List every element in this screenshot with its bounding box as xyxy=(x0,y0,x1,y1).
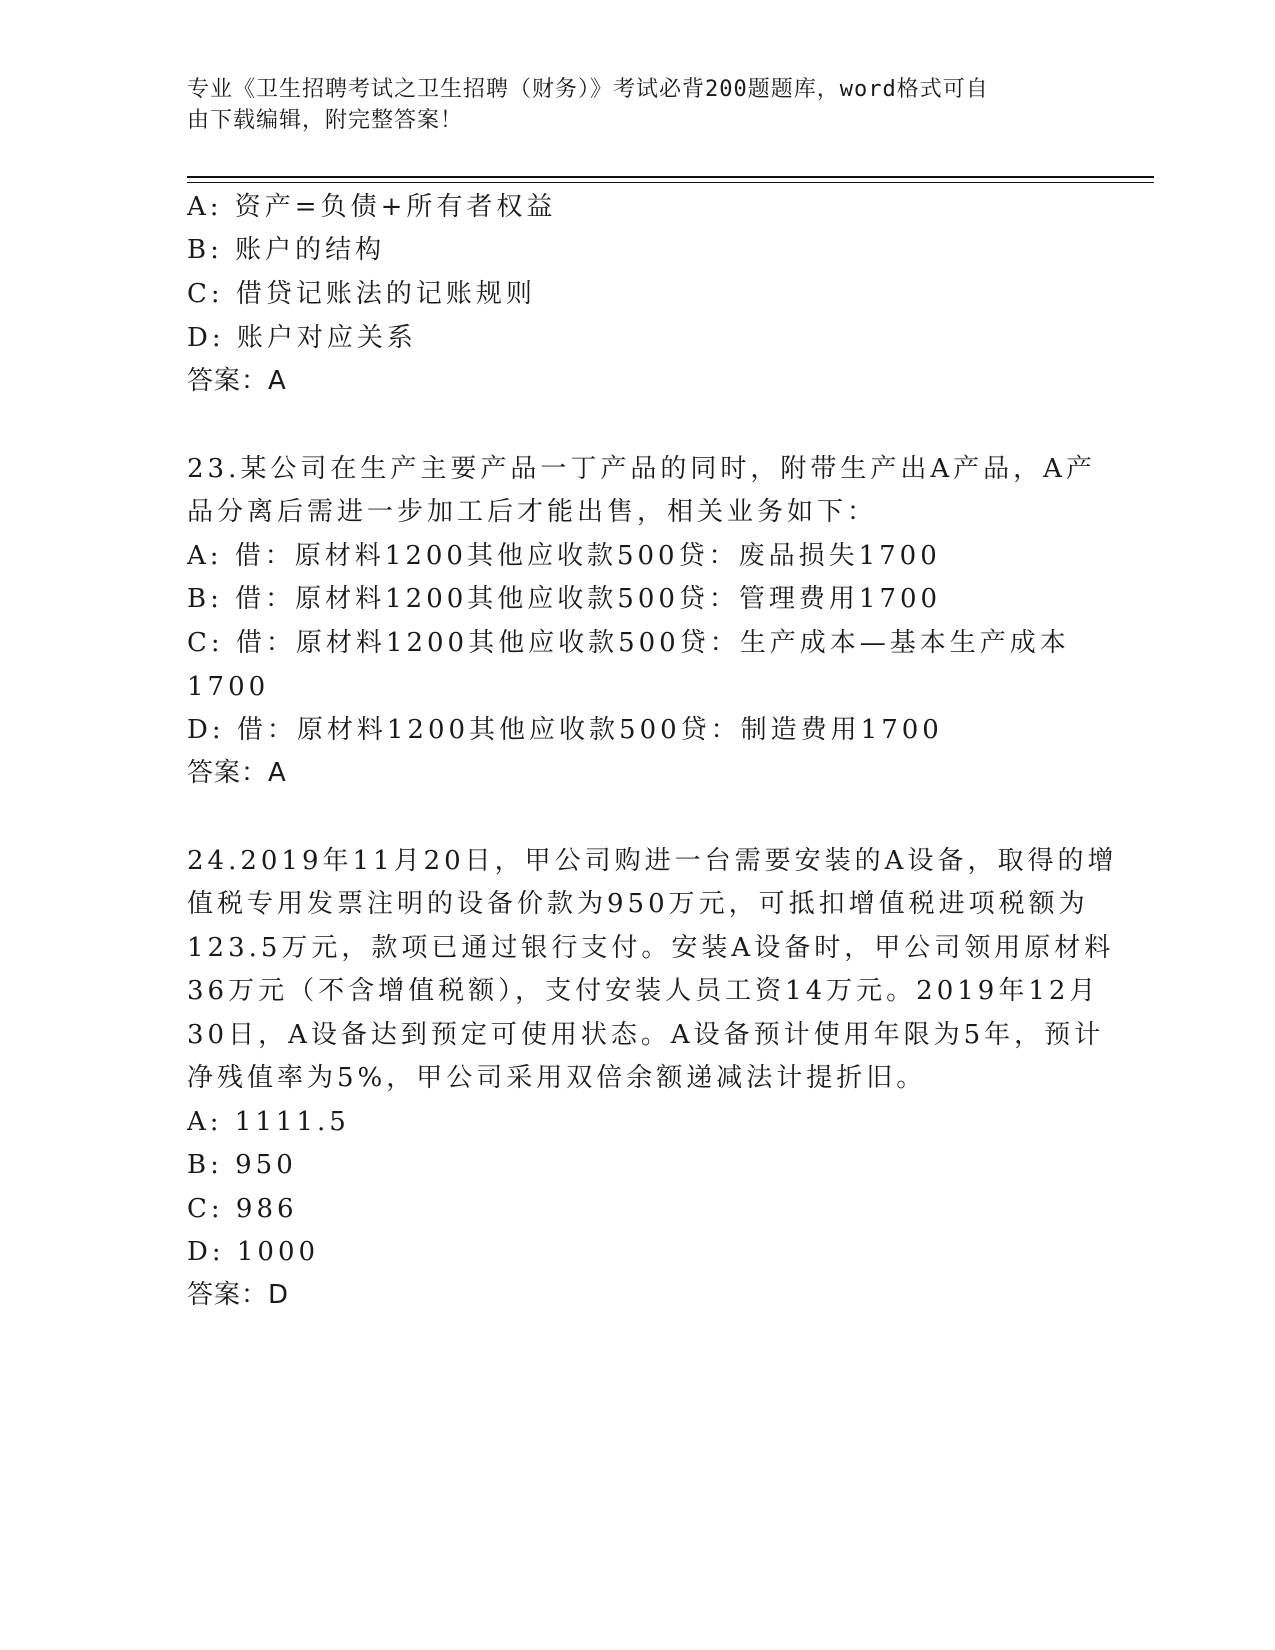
header-rule-thick xyxy=(187,176,1154,178)
header-rule-thin xyxy=(187,182,1154,183)
q23-option-b: B: 借：原材料1200其他应收款500贷：管理费用1700 xyxy=(187,584,942,614)
q24-stem-line-2: 值税专用发票注明的设备价款为950万元，可抵扣增值税进项税额为 xyxy=(187,889,1089,919)
q24-stem-line-3: 123.5万元，款项已通过银行支付。安装A设备时，甲公司领用原材料 xyxy=(187,933,1115,963)
header-line-2: 由下载编辑，附完整答案！ xyxy=(187,108,464,133)
q24-answer: 答案：D xyxy=(187,1280,290,1310)
q24-option-d: D: 1000 xyxy=(187,1237,320,1267)
q22-answer: 答案：A xyxy=(187,366,287,396)
q23-option-a: A: 借：原材料1200其他应收款500贷：废品损失1700 xyxy=(187,541,941,571)
q22-option-a: A: 资产=负债+所有者权益 xyxy=(187,192,557,222)
q24-stem-line-4: 36万元（不含增值税额），支付安装人员工资14万元。2019年12月 xyxy=(187,976,1100,1006)
q23-stem-line-2: 品分离后需进一步加工后才能出售，相关业务如下： xyxy=(187,497,878,527)
q24-option-a: A: 1111.5 xyxy=(187,1107,350,1137)
q23-answer: 答案：A xyxy=(187,758,287,788)
q23-stem-line-1: 23.某公司在生产主要产品一丁产品的同时，附带生产出A产品，A产 xyxy=(187,454,1096,484)
q23-option-c-line-2: 1700 xyxy=(187,672,270,702)
q24-option-b: B: 950 xyxy=(187,1150,297,1180)
q23-option-d: D: 借：原材料1200其他应收款500贷：制造费用1700 xyxy=(187,715,943,745)
q24-stem-line-1: 24.2019年11月20日，甲公司购进一台需要安装的A设备，取得的增 xyxy=(187,846,1118,876)
q22-option-b: B: 账户的结构 xyxy=(187,235,386,265)
q23-option-c-line-1: C: 借：原材料1200其他应收款500贷：生产成本—基本生产成本 xyxy=(187,628,1070,658)
document-header xyxy=(187,74,1077,136)
q24-stem-line-6: 净残值率为5%，甲公司采用双倍余额递减法计提折旧。 xyxy=(187,1063,927,1093)
q24-stem-line-5: 30日，A设备达到预定可使用状态。A设备预计使用年限为5年，预计 xyxy=(187,1020,1105,1050)
q22-option-d: D: 账户对应关系 xyxy=(187,323,417,353)
q22-option-c: C: 借贷记账法的记账规则 xyxy=(187,279,536,309)
q24-option-c: C: 986 xyxy=(187,1194,298,1224)
header-line-1: 专业《卫生招聘考试之卫生招聘（财务）》考试必背200题题库，word格式可自 xyxy=(187,77,989,102)
